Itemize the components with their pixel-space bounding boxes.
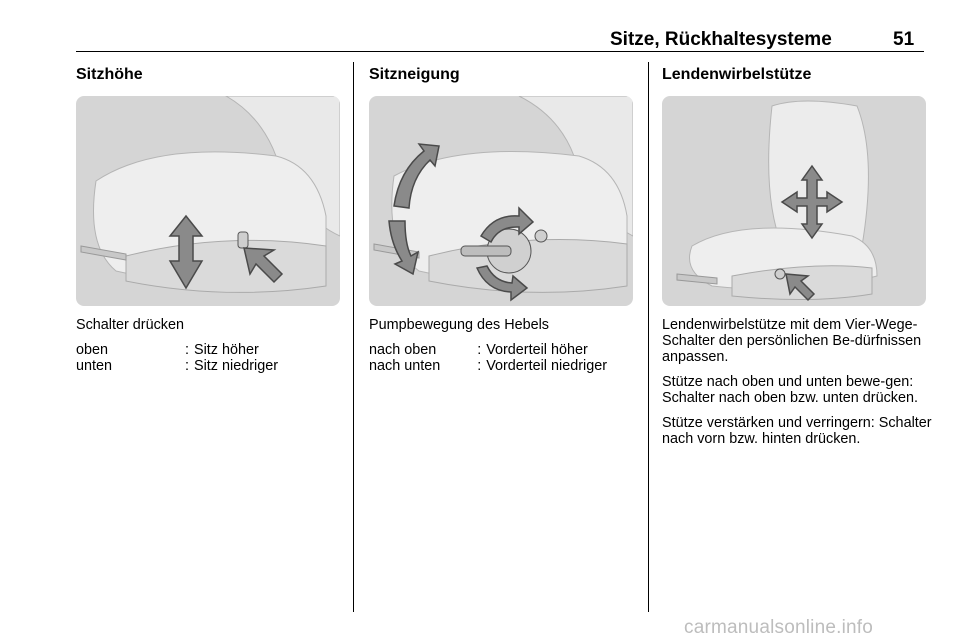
- section-sitzhoehe: [76, 66, 346, 374]
- key-value-list: [76, 342, 346, 374]
- column-divider-1: [353, 62, 354, 612]
- kv-value: Sitz niedriger: [194, 358, 278, 374]
- section-sitzneigung: [369, 66, 639, 374]
- lumbar-support-illustration: [662, 96, 926, 306]
- page-number: 51: [893, 29, 915, 50]
- kv-separator: :: [477, 358, 482, 374]
- switch-icon: [535, 230, 547, 242]
- kv-key: nach unten: [369, 358, 441, 374]
- switch-icon: [775, 269, 785, 279]
- paragraph: Stütze nach oben und unten bewe-gen: Schalter nach oben bzw. unten drücken.: [662, 374, 919, 406]
- section-heading: Sitzhöhe: [76, 66, 143, 83]
- lever-handle-icon: [461, 246, 511, 256]
- switch-icon: [238, 232, 248, 248]
- kv-separator: :: [477, 342, 482, 358]
- section-heading: Sitzneigung: [369, 66, 460, 83]
- intro-text: Schalter drücken: [76, 317, 184, 333]
- paragraph: Stütze verstärken und verringern: Schalter nach vorn bzw. hinten drücken.: [662, 415, 932, 447]
- section-lendenwirbelstuetze: [662, 66, 932, 447]
- kv-separator: :: [185, 358, 190, 374]
- header-rule: [76, 51, 924, 52]
- column-divider-2: [648, 62, 649, 612]
- kv-value: Vorderteil niedriger: [486, 358, 607, 374]
- kv-key: unten: [76, 358, 113, 374]
- page-header-title: Sitze, Rückhaltesysteme: [610, 29, 832, 50]
- section-heading: Lendenwirbelstütze: [662, 66, 812, 83]
- kv-separator: :: [185, 342, 190, 358]
- kv-value: Vorderteil höher: [486, 342, 588, 358]
- watermark: carmanualsonline.info: [684, 617, 874, 638]
- kv-key: nach oben: [369, 342, 437, 358]
- kv-key: oben: [76, 342, 109, 358]
- paragraph: Lendenwirbelstütze mit dem Vier-Wege-Schalter den persönlichen Be-dürfnissen anpassen.: [662, 317, 922, 365]
- seat-tilt-illustration: [369, 96, 633, 306]
- kv-value: Sitz höher: [194, 342, 259, 358]
- seat-height-illustration: [76, 96, 340, 306]
- key-value-list: [369, 342, 639, 374]
- intro-text: Pumpbewegung des Hebels: [369, 317, 550, 333]
